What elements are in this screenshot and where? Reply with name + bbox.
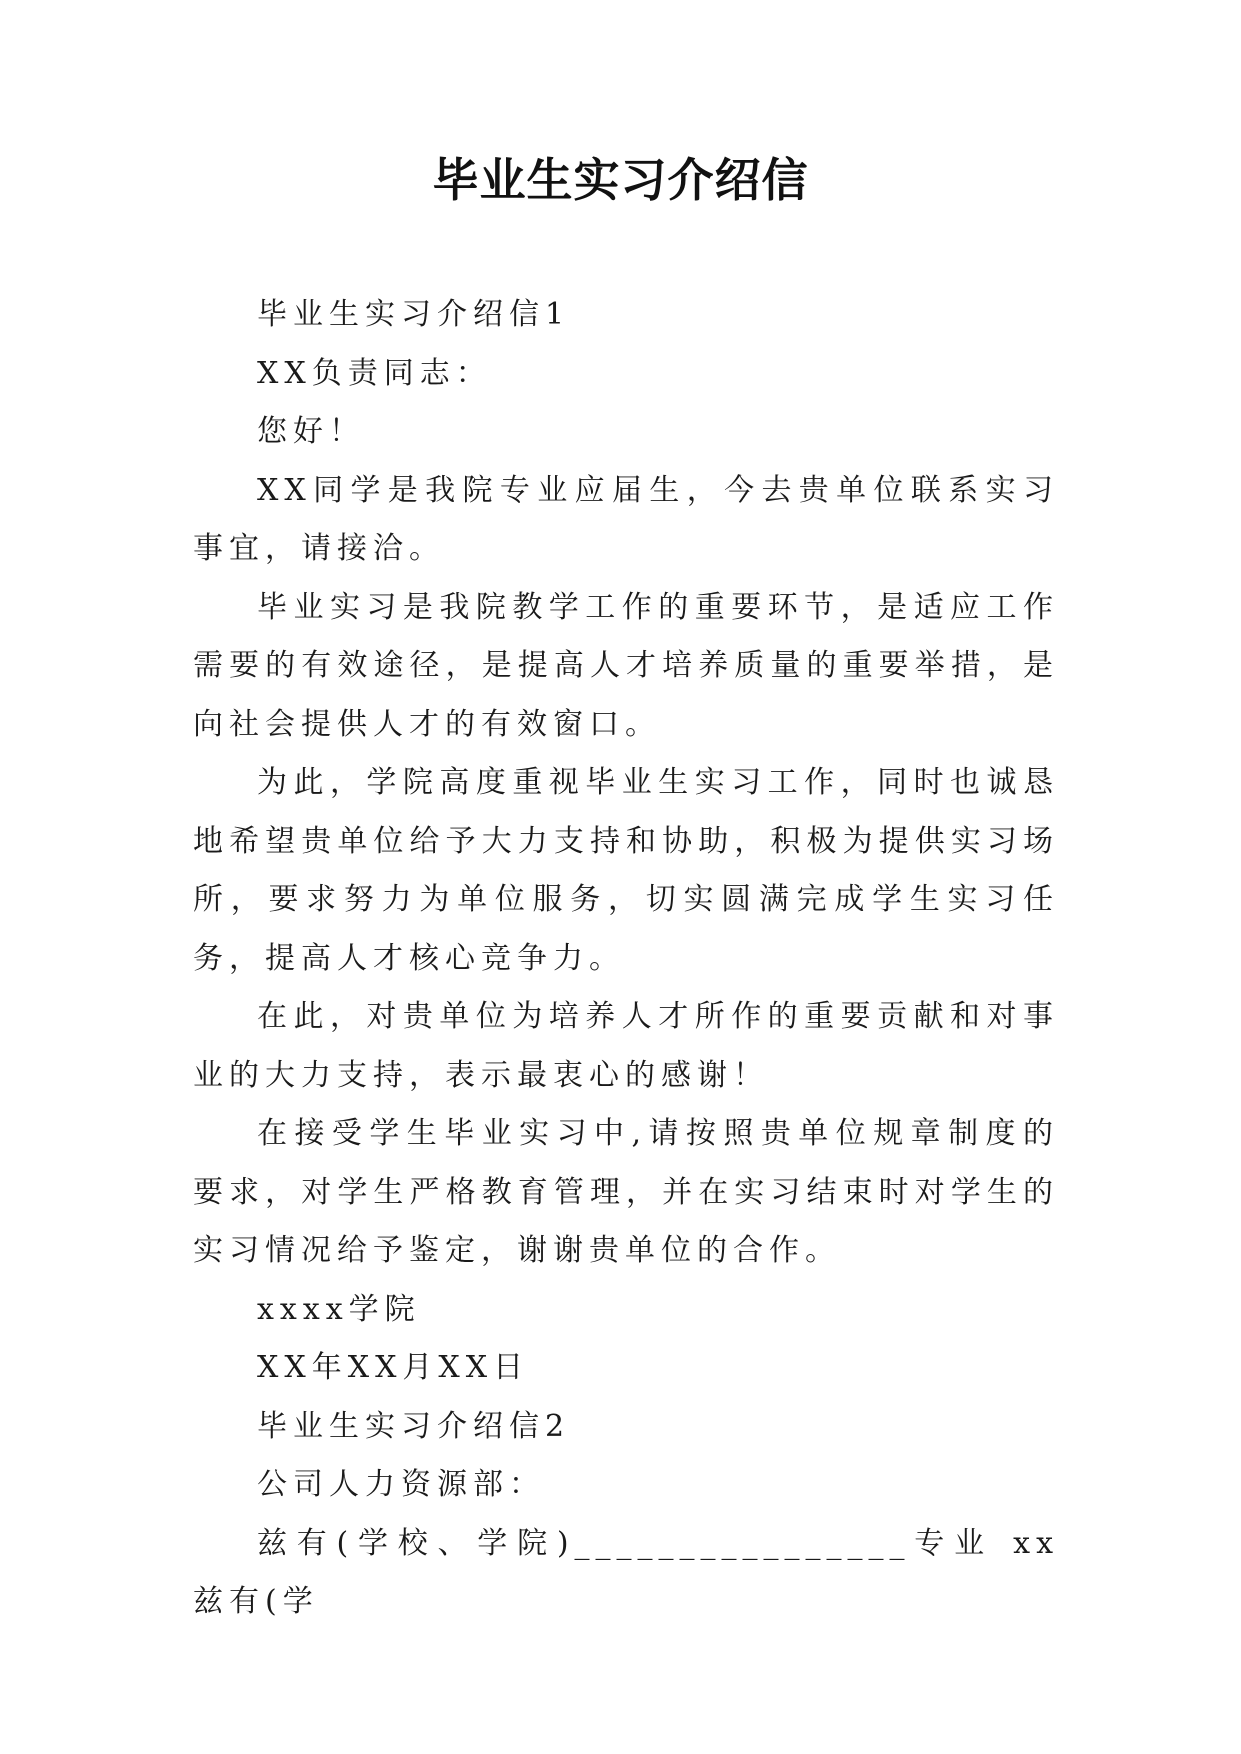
signature-institution: xxxx学院 xyxy=(257,1291,421,1327)
document-title: 毕业生实习介绍信 xyxy=(432,153,809,207)
body-paragraph: 为此，学院高度重视毕业生实习工作，同时也诚恳地希望贵单位给予大力支持和协助，积极为提供实习场所，要求努力为单位服务，切实圆满完成学生实习任务，提高人才核心竞争力。 xyxy=(193,765,1059,976)
letter-body xyxy=(193,286,1059,1632)
body-paragraph: 毕业实习是我院教学工作的重要环节，是适应工作需要的有效途径，是提高人才培养质量的重要举措，是向社会提供人才的有效窗口。 xyxy=(193,589,1059,742)
body-paragraph: 在此，对贵单位为培养人才所作的重要贡献和对事业的大力支持，表示最衷心的感谢！ xyxy=(193,999,1059,1093)
signature-date: XX年XX月XX日 xyxy=(257,1350,530,1385)
salutation: XX负责同志： xyxy=(257,355,492,391)
greeting: 您好！ xyxy=(257,414,365,449)
section-heading-2: 毕业生实习介绍信2 xyxy=(257,1408,571,1444)
body-paragraph: 兹有(学校、学院)________________专业 xx 兹有(学 xyxy=(193,1525,1059,1619)
salutation: 公司人力资源部： xyxy=(257,1467,545,1502)
body-paragraph: 在接受学生毕业实习中,请按照贵单位规章制度的要求，对学生严格教育管理，并在实习结束时对学生的实习情况给予鉴定，谢谢贵单位的合作。 xyxy=(193,1116,1059,1268)
body-paragraph: XX同学是我院专业应届生，今去贵单位联系实习事宜，请接洽。 xyxy=(193,472,1059,566)
section-heading-1: 毕业生实习介绍信1 xyxy=(257,297,571,332)
